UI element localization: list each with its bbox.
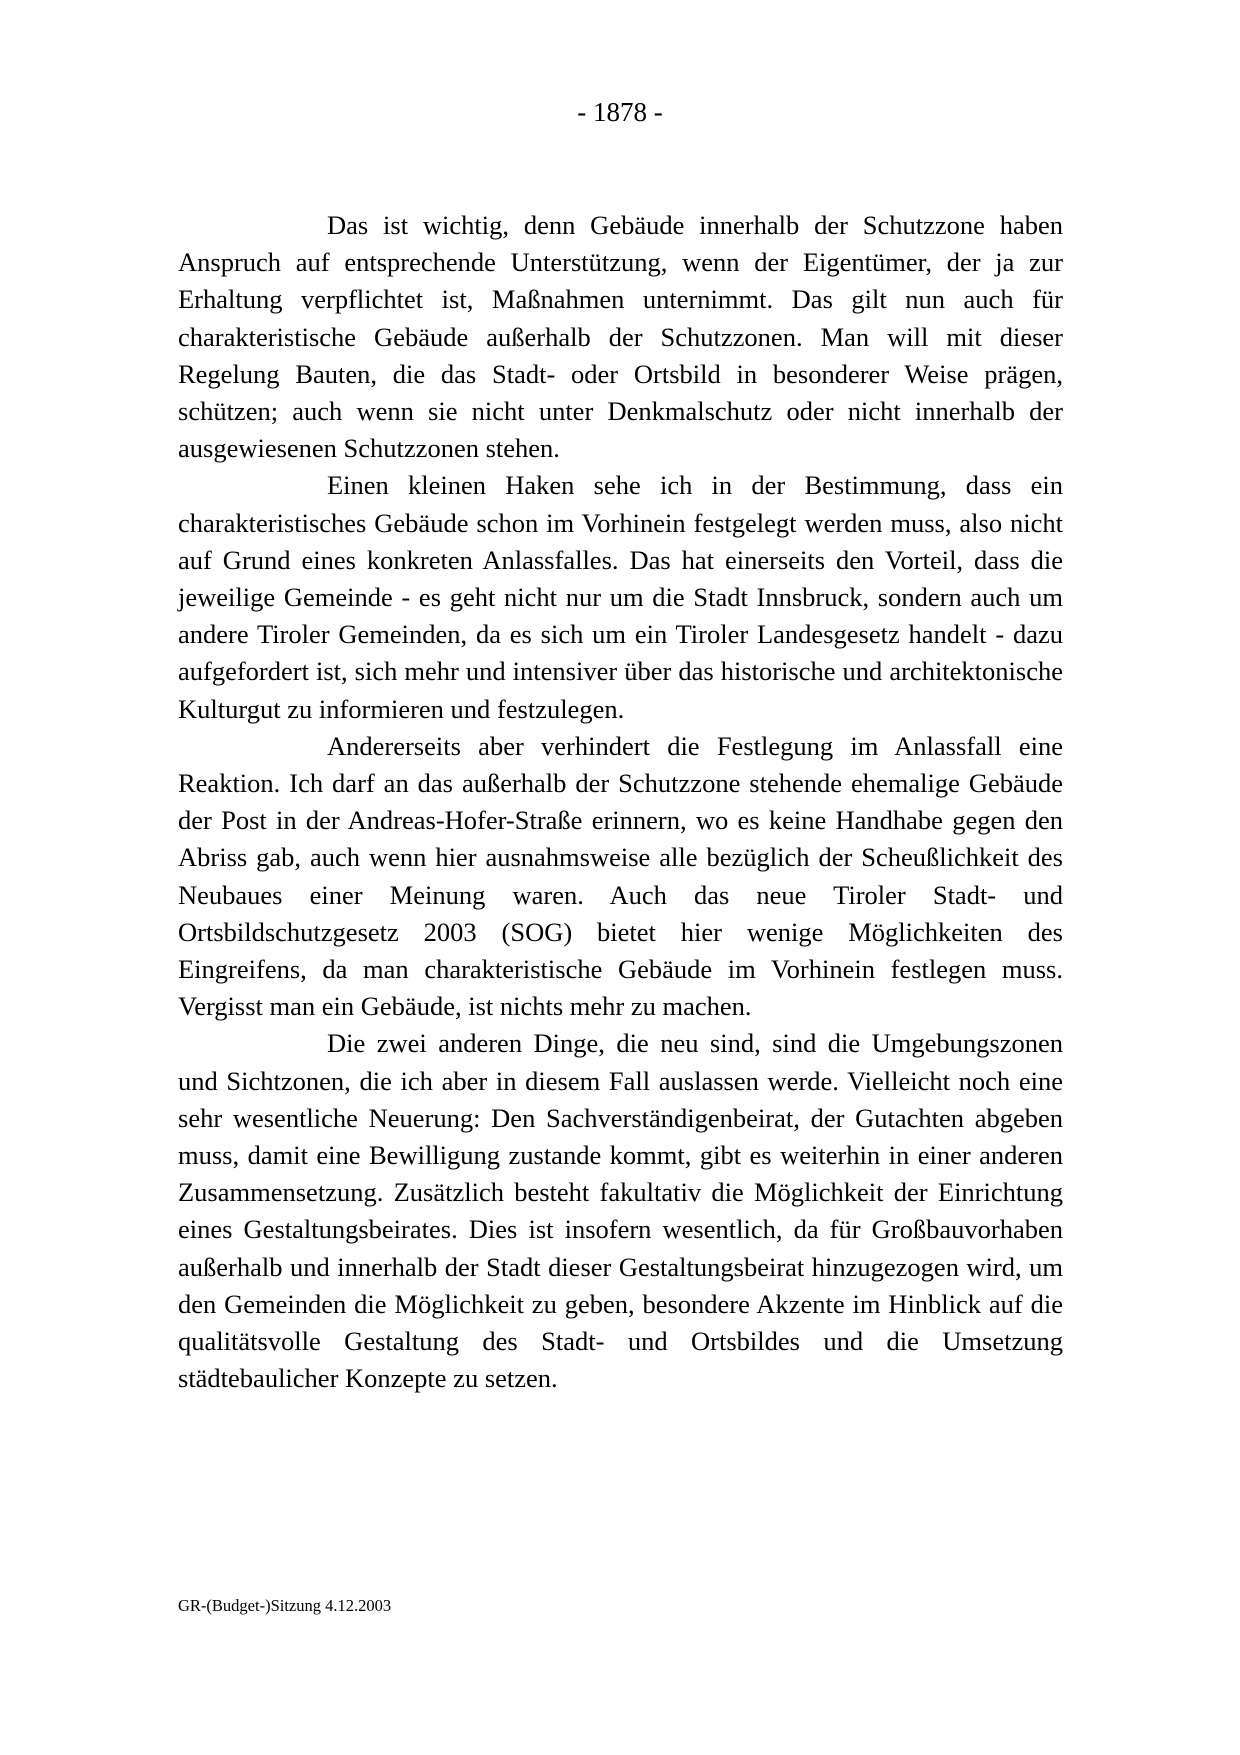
paragraph-2: Einen kleinen Haken sehe ich in der Bestimmung, dass ein charakteristisches Gebäude schon im Vorhinein festgelegt werden muss, also nicht auf Grund eines konkreten Anlassfalles. Das hat einerseits den Vorteil, dass die jeweilige Gemeinde - es geht nicht nur um die Stadt Innsbruck, sondern auch um andere Tiroler Gemeinden, da es sich um ein Tiroler Landesgesetz handelt - dazu aufgefordert ist, sich mehr und intensiver über das historische und architektonische Kulturgut zu informieren und festzulegen. xyxy=(178,470,1063,724)
page-number: - 1878 - xyxy=(577,97,663,127)
paragraph-4: Die zwei anderen Dinge, die neu sind, sind die Umgebungszonen und Sichtzonen, die ich aber in diesem Fall auslassen werde. Vielleicht noch eine sehr wesentliche Neuerung: Den Sachverständigenbeirat, der Gutachten abgeben muss, damit eine Bewilligung zustande kommt, gibt es weiterhin in einer anderen Zusammensetzung. Zusätzlich besteht fakultativ die Möglichkeit der Einrichtung eines Gestaltungsbeirates. Dies ist insofern wesentlich, da für Großbauvorhaben außerhalb und innerhalb der Stadt dieser Gestaltungsbeirat hinzugezogen wird, um den Gemeinden die Möglichkeit zu geben, besondere Akzente im Hinblick auf die qualitätsvolle Gestaltung des Stadt- und Ortsbildes und die Umsetzung städtebaulicher Konzepte zu setzen. xyxy=(178,1028,1063,1394)
body-text xyxy=(178,207,1063,1398)
paragraph-1: Das ist wichtig, denn Gebäude innerhalb der Schutzzone haben Anspruch auf entsprechende Unterstützung, wenn der Eigentümer, der ja zur Erhaltung verpflichtet ist, Maßnahmen unternimmt. Das gilt nun auch für charakteristische Gebäude außerhalb der Schutzzonen. Man will mit dieser Regelung Bauten, die das Stadt- oder Ortsbild in besonderer Weise prägen, schützen; auch wenn sie nicht unter Denkmalschutz oder nicht innerhalb der ausgewiesenen Schutzzonen stehen. xyxy=(178,210,1063,464)
paragraph-3: Andererseits aber verhindert die Festlegung im Anlassfall eine Reaktion. Ich darf an das außerhalb der Schutzzone stehende ehemalige Gebäude der Post in der Andreas-Hofer-Straße erinnern, wo es keine Handhabe gegen den Abriss gab, auch wenn hier ausnahmsweise alle bezüglich der Scheußlichkeit des Neubaues einer Meinung waren. Auch das neue Tiroler Stadt- und Ortsbildschutzgesetz 2003 (SOG) bietet hier wenige Möglichkeiten des Eingreifens, da man charakteristische Gebäude im Vorhinein festlegen muss. Vergisst man ein Gebäude, ist nichts mehr zu machen. xyxy=(178,730,1063,1022)
footer-session-label: GR-(Budget-)Sitzung 4.12.2003 xyxy=(178,1596,392,1615)
